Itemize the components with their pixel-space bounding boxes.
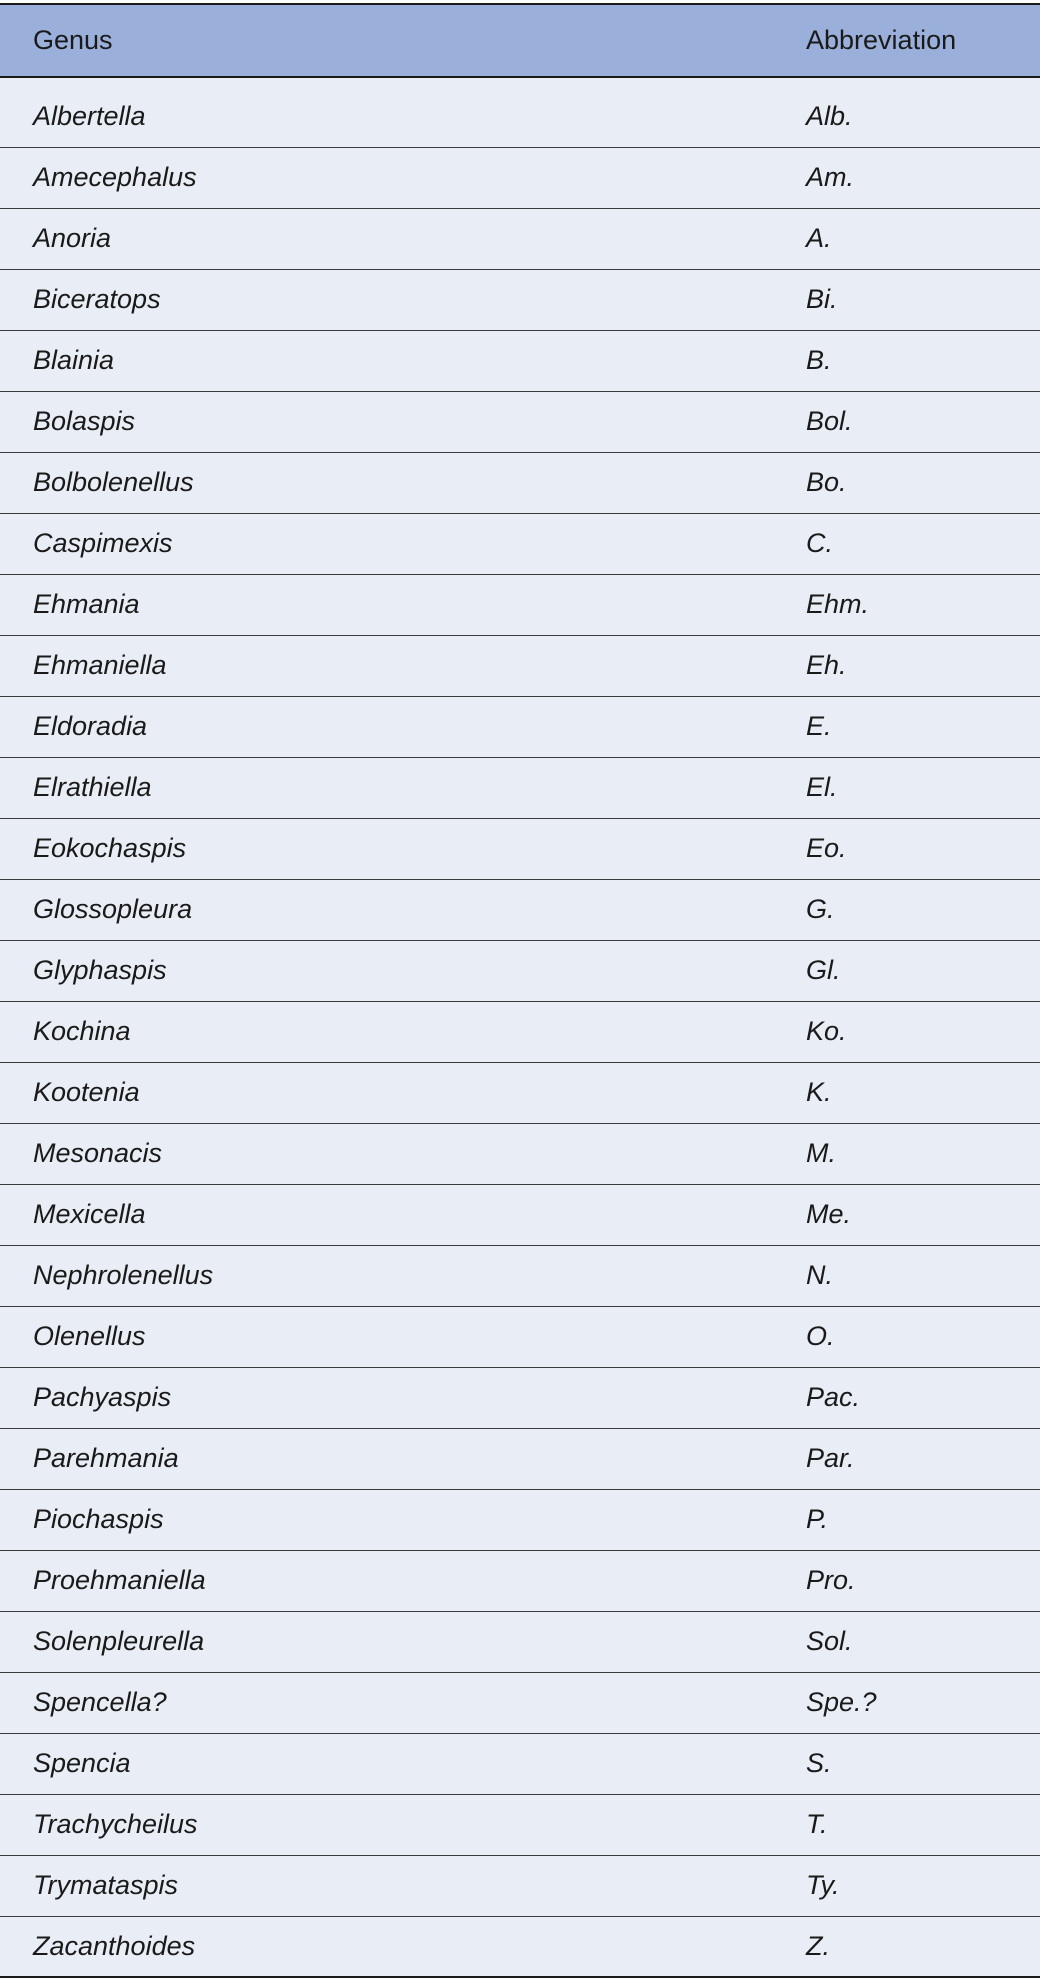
table-row	[0, 574, 1040, 635]
genus-cell: Eokochaspis	[0, 818, 806, 879]
abbreviation-cell: G.	[806, 879, 1040, 940]
table-row	[0, 1672, 1040, 1733]
genus-cell: Amecephalus	[0, 147, 806, 208]
table-row	[0, 696, 1040, 757]
table-row	[0, 208, 1040, 269]
genus-cell: Parehmania	[0, 1428, 806, 1489]
table-row	[0, 1794, 1040, 1855]
genus-cell: Elrathiella	[0, 757, 806, 818]
table-row	[0, 635, 1040, 696]
abbreviation-cell: Ko.	[806, 1001, 1040, 1062]
genus-cell: Proehmaniella	[0, 1550, 806, 1611]
genus-cell: Eldoradia	[0, 696, 806, 757]
abbreviation-cell: K.	[806, 1062, 1040, 1123]
genus-cell: Glyphaspis	[0, 940, 806, 1001]
genus-cell: Trachycheilus	[0, 1794, 806, 1855]
table-row	[0, 1428, 1040, 1489]
genus-cell: Olenellus	[0, 1306, 806, 1367]
abbreviation-cell: Eo.	[806, 818, 1040, 879]
genus-cell: Trymataspis	[0, 1855, 806, 1916]
abbreviation-cell: Bo.	[806, 452, 1040, 513]
genus-cell: Kochina	[0, 1001, 806, 1062]
genus-cell: Albertella	[0, 77, 806, 147]
abbreviation-cell: Par.	[806, 1428, 1040, 1489]
genus-cell: Pachyaspis	[0, 1367, 806, 1428]
abbreviation-cell: M.	[806, 1123, 1040, 1184]
abbreviation-cell: Am.	[806, 147, 1040, 208]
header-row	[0, 4, 1040, 77]
table-row	[0, 940, 1040, 1001]
table-row	[0, 147, 1040, 208]
genus-cell: Mesonacis	[0, 1123, 806, 1184]
table-row	[0, 1733, 1040, 1794]
table-row	[0, 1245, 1040, 1306]
genus-cell: Caspimexis	[0, 513, 806, 574]
table-row	[0, 1184, 1040, 1245]
table-row	[0, 1550, 1040, 1611]
abbreviation-cell: O.	[806, 1306, 1040, 1367]
table-row	[0, 452, 1040, 513]
genus-abbreviation-table-container	[0, 3, 1040, 1978]
genus-cell: Zacanthoides	[0, 1916, 806, 1977]
table-row	[0, 1489, 1040, 1550]
abbreviation-cell: Spe.?	[806, 1672, 1040, 1733]
table-row	[0, 1123, 1040, 1184]
table-row	[0, 1001, 1040, 1062]
abbreviation-cell: Gl.	[806, 940, 1040, 1001]
abbreviation-cell: Ty.	[806, 1855, 1040, 1916]
table-row	[0, 1062, 1040, 1123]
abbreviation-cell: Alb.	[806, 77, 1040, 147]
table-row	[0, 77, 1040, 147]
genus-cell: Solenpleurella	[0, 1611, 806, 1672]
abbreviation-cell: El.	[806, 757, 1040, 818]
abbreviation-cell: Pro.	[806, 1550, 1040, 1611]
genus-cell: Mexicella	[0, 1184, 806, 1245]
table-row	[0, 818, 1040, 879]
genus-cell: Blainia	[0, 330, 806, 391]
abbreviation-cell: Bi.	[806, 269, 1040, 330]
genus-cell: Bolbolenellus	[0, 452, 806, 513]
genus-cell: Ehmaniella	[0, 635, 806, 696]
abbreviation-cell: Sol.	[806, 1611, 1040, 1672]
abbreviation-cell: P.	[806, 1489, 1040, 1550]
table-row	[0, 879, 1040, 940]
abbreviation-cell: C.	[806, 513, 1040, 574]
abbreviation-cell: Pac.	[806, 1367, 1040, 1428]
genus-cell: Bolaspis	[0, 391, 806, 452]
genus-cell: Ehmania	[0, 574, 806, 635]
genus-cell: Kootenia	[0, 1062, 806, 1123]
genus-column-header: Genus	[0, 4, 806, 77]
genus-cell: Glossopleura	[0, 879, 806, 940]
table-row	[0, 1306, 1040, 1367]
genus-cell: Spencia	[0, 1733, 806, 1794]
abbreviation-cell: E.	[806, 696, 1040, 757]
abbreviation-cell: Me.	[806, 1184, 1040, 1245]
genus-cell: Anoria	[0, 208, 806, 269]
abbreviation-cell: Z.	[806, 1916, 1040, 1977]
table-body	[0, 77, 1040, 1977]
table-row	[0, 1611, 1040, 1672]
table-row	[0, 330, 1040, 391]
abbreviation-cell: B.	[806, 330, 1040, 391]
abbreviation-cell: A.	[806, 208, 1040, 269]
abbreviation-cell: N.	[806, 1245, 1040, 1306]
abbreviation-cell: Ehm.	[806, 574, 1040, 635]
table-row	[0, 391, 1040, 452]
genus-cell: Spencella?	[0, 1672, 806, 1733]
table-row	[0, 757, 1040, 818]
genus-cell: Nephrolenellus	[0, 1245, 806, 1306]
table-header	[0, 4, 1040, 77]
table-row	[0, 269, 1040, 330]
genus-abbreviation-table	[0, 3, 1040, 1978]
table-row	[0, 1855, 1040, 1916]
abbreviation-cell: Eh.	[806, 635, 1040, 696]
genus-cell: Piochaspis	[0, 1489, 806, 1550]
table-row	[0, 1916, 1040, 1977]
genus-cell: Biceratops	[0, 269, 806, 330]
table-row	[0, 1367, 1040, 1428]
table-row	[0, 513, 1040, 574]
abbreviation-cell: T.	[806, 1794, 1040, 1855]
abbreviation-cell: S.	[806, 1733, 1040, 1794]
abbreviation-column-header: Abbreviation	[806, 4, 1040, 77]
abbreviation-cell: Bol.	[806, 391, 1040, 452]
